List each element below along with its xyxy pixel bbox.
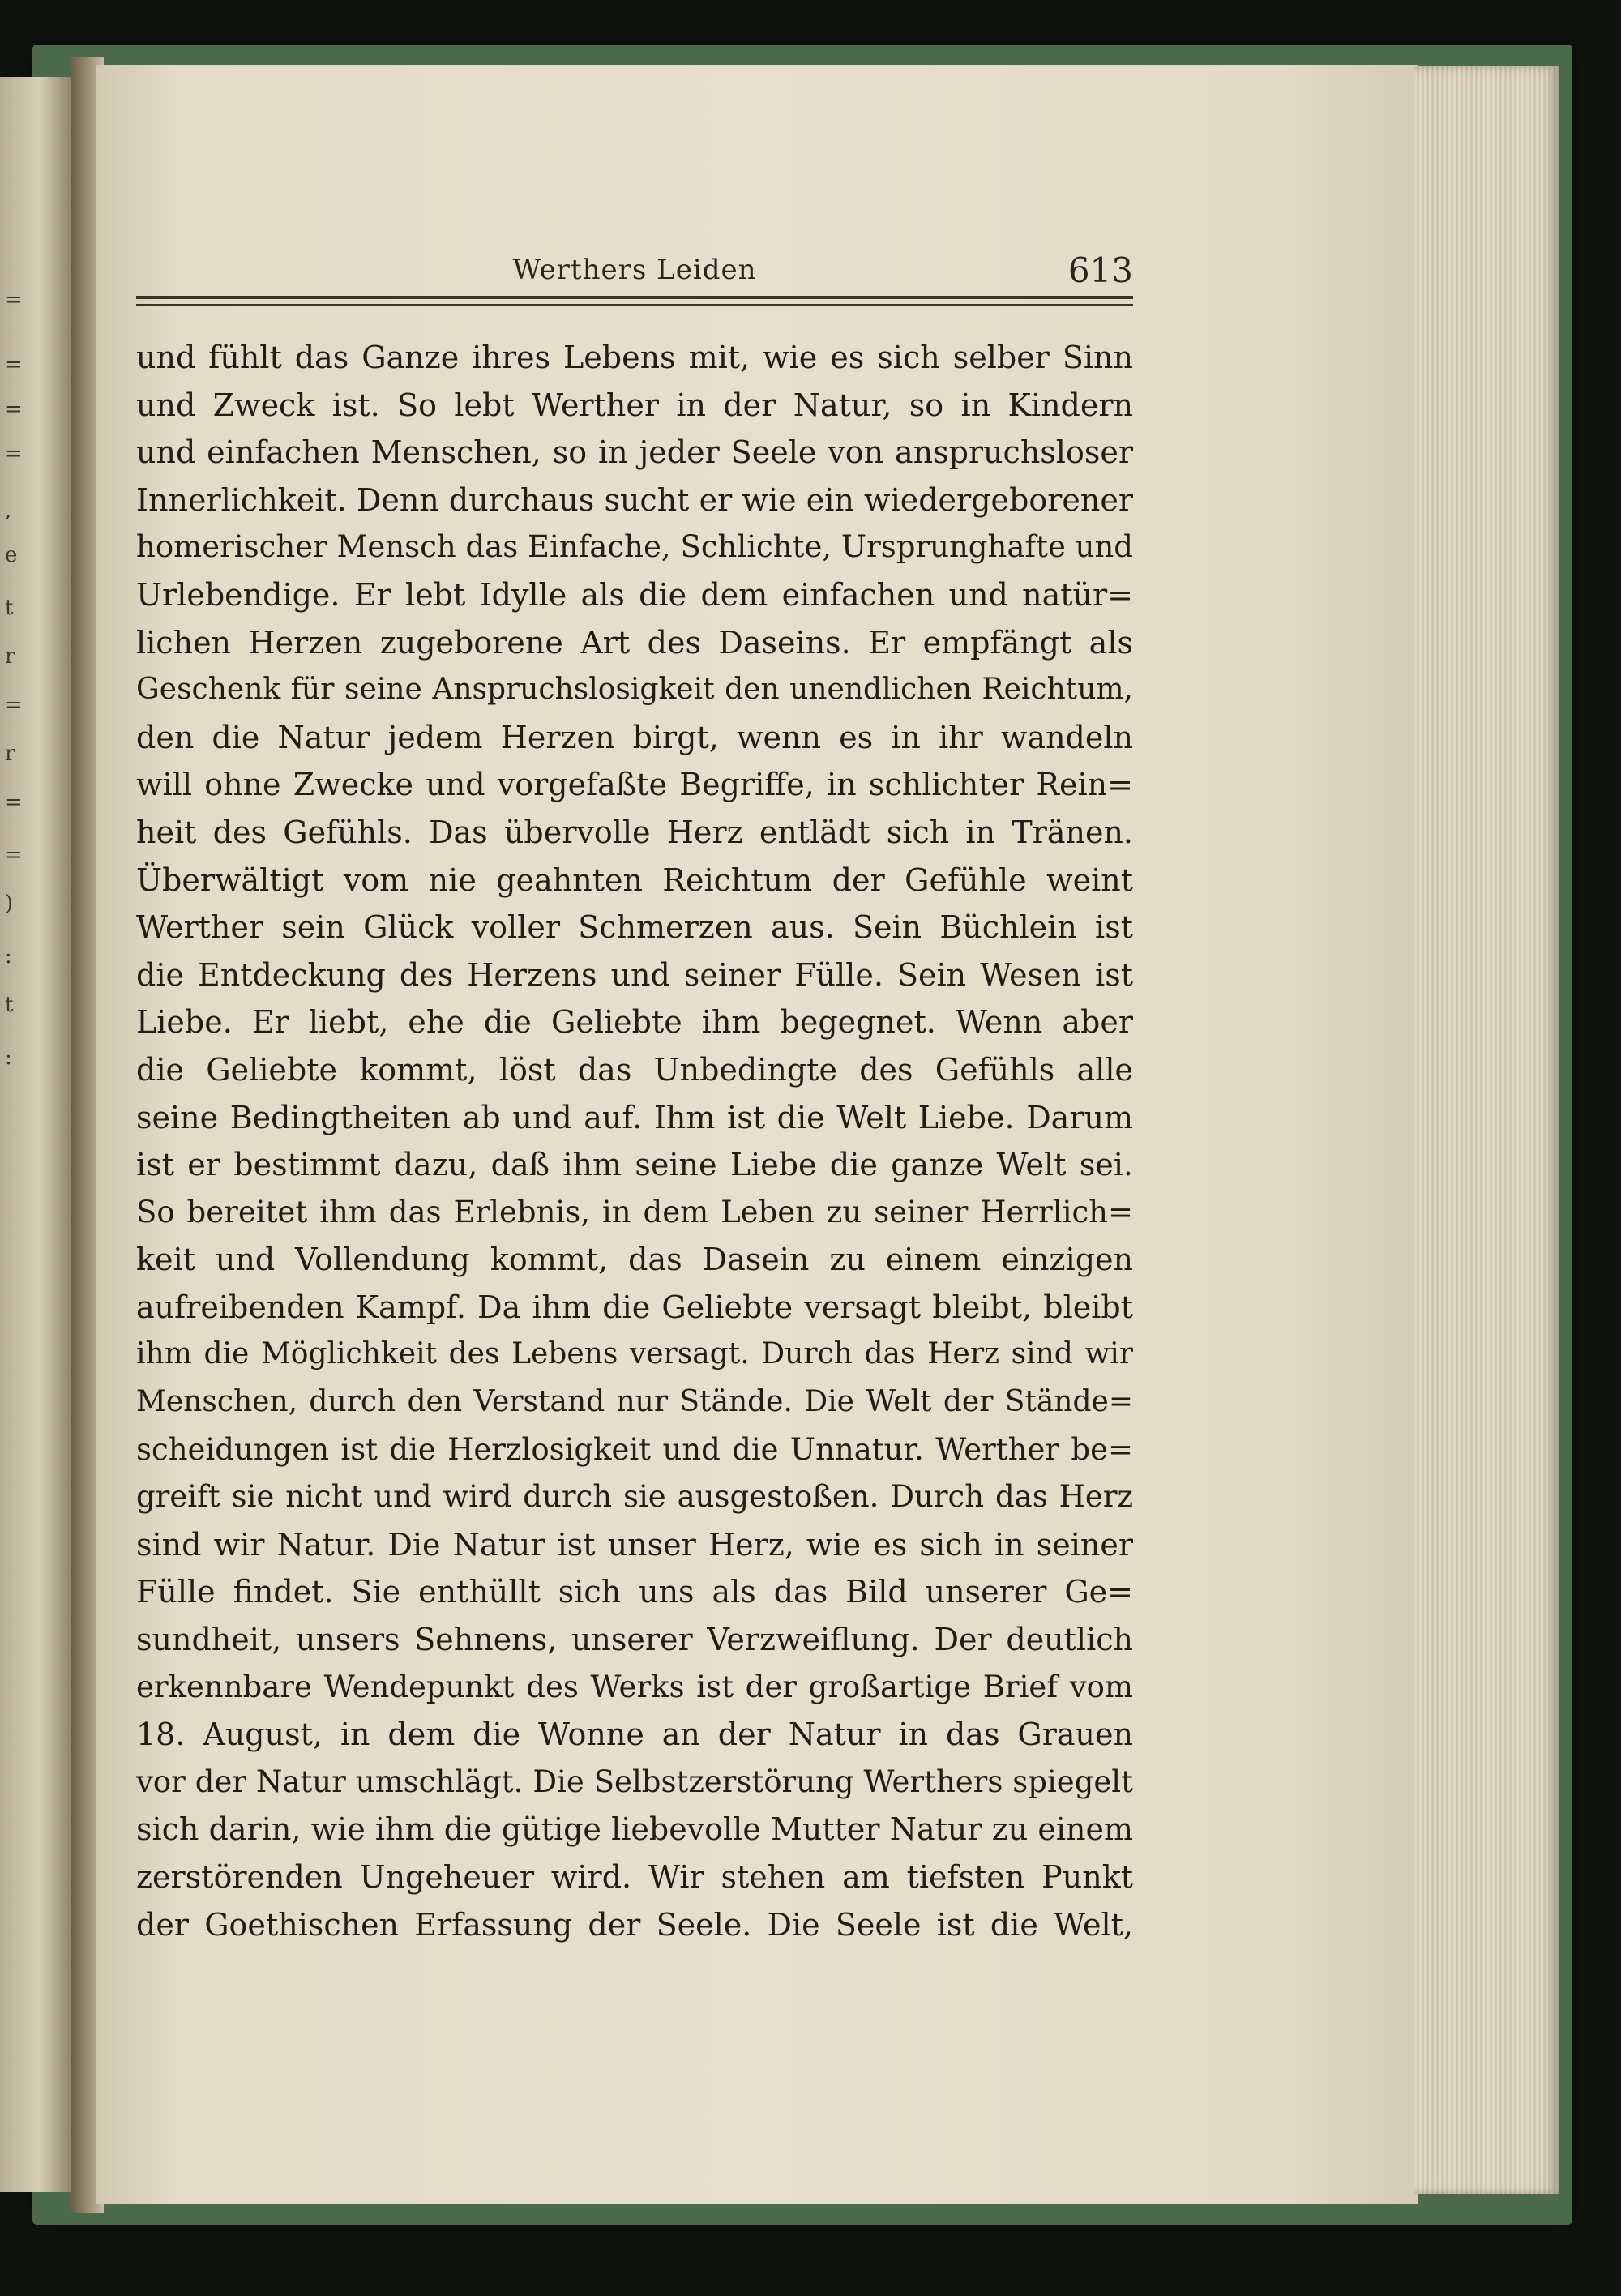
text-line: lichen Herzen zugeborene Art des Daseins. Er empfängt als	[136, 624, 1133, 661]
text-line: homerischer Mensch das Einfache, Schlichte, Ursprunghafte und	[136, 529, 1133, 565]
text-line: und Zweck ist. So lebt Werther in der Natur, so in Kindern	[136, 387, 1133, 423]
text-line: und fühlt das Ganze ihres Lebens mit, wie es sich selber Sinn	[136, 340, 1133, 375]
text-line: sich darin, wie ihm die gütige liebevolle Mutter Natur zu einem	[136, 1811, 1133, 1848]
text-line: aufreibenden Kampf. Da ihm die Geliebte versagt bleibt, bleibt	[136, 1289, 1133, 1325]
text-line: zerstörenden Ungeheuer wird. Wir stehen am tiefsten Punkt	[136, 1859, 1133, 1895]
left-fragment: ,	[5, 498, 12, 523]
left-fragment: =	[5, 397, 23, 421]
left-fragment: =	[5, 843, 23, 867]
body-text	[136, 334, 1133, 1948]
left-fragment: =	[5, 442, 23, 466]
left-fragment: )	[5, 891, 14, 916]
page-header	[136, 247, 1133, 296]
text-line: ist er bestimmt dazu, daß ihm seine Liebe die ganze Welt sei.	[136, 1147, 1133, 1183]
text-line: Innerlichkeit. Denn durchaus sucht er wie ein wiedergeborener	[136, 481, 1133, 518]
text-line: die Entdeckung des Herzens und seiner Fülle. Sein Wesen ist	[136, 956, 1133, 993]
page-number: 613	[1067, 250, 1133, 290]
text-line: will ohne Zwecke und vorgefaßte Begriffe, in schlichter Rein=	[136, 767, 1133, 803]
text-line: Geschenk für seine Anspruchslosigkeit den unendlichen Reichtum,	[136, 673, 1133, 707]
header-rule-thin	[136, 304, 1133, 306]
left-fragment: r	[5, 644, 15, 669]
text-line: vor der Natur umschlägt. Die Selbstzerstörung Werthers spiegelt	[136, 1764, 1133, 1799]
text-line: So bereitet ihm das Erlebnis, in dem Leben zu seiner Herrlich=	[136, 1194, 1133, 1229]
left-fragment: e	[5, 543, 18, 567]
text-line: Menschen, durch den Verstand nur Stände. Die Welt der Stände=	[136, 1385, 1133, 1419]
left-page-margin-fragments	[5, 77, 21, 2192]
left-page-edge	[0, 77, 71, 2192]
text-line: die Geliebte kommt, löst das Unbedingte des Gefühls alle	[136, 1051, 1133, 1088]
text-line: Urlebendige. Er lebt Idylle als die dem einfachen und natür=	[136, 576, 1133, 613]
text-line: sundheit, unsers Sehnens, unserer Verzweiflung. Der deutlich	[136, 1622, 1133, 1658]
text-line: den die Natur jedem Herzen birgt, wenn es in ihr wandeln	[136, 719, 1133, 755]
text-line: seine Bedingtheiten ab und auf. Ihm ist die Welt Liebe. Darum	[136, 1099, 1133, 1135]
text-line: erkennbare Wendepunkt des Werks ist der großartige Brief vom	[136, 1669, 1133, 1704]
text-line: sind wir Natur. Die Natur ist unser Herz, wie es sich in seiner	[136, 1526, 1133, 1563]
left-fragment: =	[5, 790, 23, 815]
header-rule-thick	[136, 296, 1133, 299]
text-line: Liebe. Er liebt, ehe die Geliebte ihm begegnet. Wenn aber	[136, 1004, 1133, 1041]
text-line: und einfachen Menschen, so in jeder Seele von anspruchsloser	[136, 434, 1133, 471]
left-fragment: t	[5, 596, 14, 620]
left-fragment: =	[5, 693, 23, 717]
text-line: Werther sein Glück voller Schmerzen aus. Sein Büchlein ist	[136, 909, 1133, 946]
text-line: scheidungen ist die Herzlosigkeit und die Unnatur. Werther be=	[136, 1431, 1133, 1467]
running-title: Werthers Leiden	[512, 254, 757, 286]
text-line: ihm die Möglichkeit des Lebens versagt. Durch das Herz sind wir	[136, 1337, 1133, 1371]
left-fragment: r	[5, 742, 15, 766]
text-line: keit und Vollendung kommt, das Dasein zu einem einzigen	[136, 1242, 1133, 1278]
page-edges-stack	[1414, 66, 1559, 2194]
text-line: 18. August, in dem die Wonne an der Natur in das Grauen	[136, 1717, 1133, 1753]
left-fragment: =	[5, 288, 23, 312]
left-fragment: t	[5, 993, 14, 1017]
text-line: greift sie nicht und wird durch sie ausgestoßen. Durch das Herz	[136, 1479, 1133, 1515]
left-fragment: =	[5, 353, 23, 377]
text-line: Überwältigt vom nie geahnten Reichtum der Gefühle weint	[136, 862, 1133, 898]
text-line: der Goethischen Erfassung der Seele. Die Seele ist die Welt,	[136, 1906, 1133, 1943]
left-fragment: :	[5, 944, 12, 968]
text-line: Fülle findet. Sie enthüllt sich uns als das Bild unserer Ge=	[136, 1574, 1133, 1610]
left-fragment: :	[5, 1045, 12, 1070]
text-line: heit des Gefühls. Das übervolle Herz entlädt sich in Tränen.	[136, 814, 1133, 850]
